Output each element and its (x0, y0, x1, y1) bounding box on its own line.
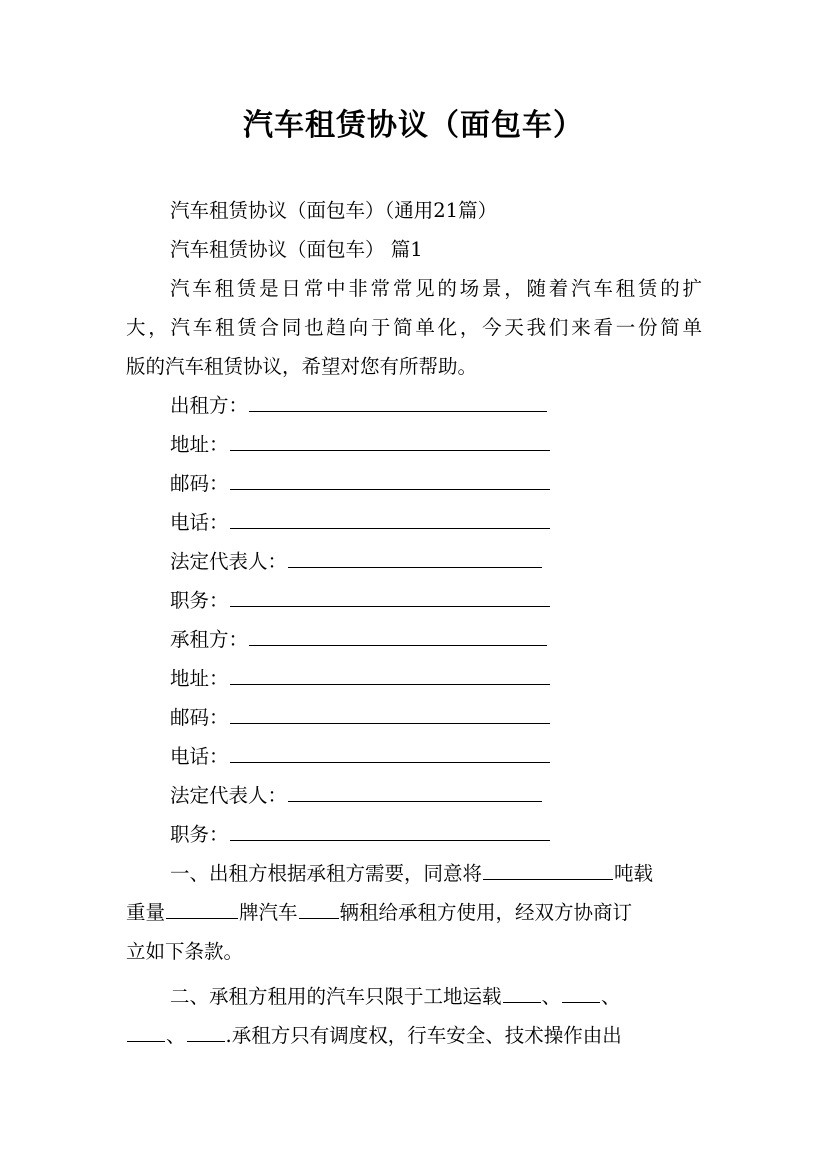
lessee-postcode-field (170, 705, 551, 731)
blank-line (503, 984, 541, 1003)
clause-1-line-1 (170, 861, 653, 887)
clause-2-line-2 (126, 1023, 622, 1049)
lessee-address-field (170, 666, 551, 692)
clause-2-line-1 (170, 984, 621, 1010)
blank-line (288, 783, 542, 802)
field-label: 法定代表人： (170, 550, 288, 573)
clause-2-sep: 、 (601, 985, 621, 1008)
lessor-address-field (170, 432, 551, 458)
document-title: 汽车租赁协议（面包车） (243, 108, 584, 143)
blank-line (187, 1023, 225, 1042)
clause-1-text-c: 重量 (126, 901, 166, 924)
blank-line (166, 900, 238, 919)
blank-line (249, 393, 547, 412)
field-label: 邮码： (170, 472, 229, 495)
intro-line-2: 大，汽车租赁合同也趋向于简单化，今天我们来看一份简单 (126, 316, 702, 339)
intro-line-3: 版的汽车租赁协议，希望对您有所帮助。 (126, 355, 478, 378)
document-subtitle: 汽车租赁协议（面包车）（通用21篇） (170, 199, 498, 222)
blank-line (230, 705, 550, 724)
clause-1-line-3: 立如下条款。 (126, 940, 244, 963)
field-label: 职务： (170, 823, 229, 846)
section-heading: 汽车租赁协议（面包车） 篇1 (170, 238, 423, 261)
clause-1-text-a: 一、出租方根据承租方需要，同意将 (170, 862, 483, 885)
blank-line (230, 822, 550, 841)
lessor-position-field (170, 588, 551, 614)
clause-1-text-e: 辆租给承租方使用，经双方协商订 (339, 901, 633, 924)
lessee-name-field (170, 627, 548, 653)
field-label: 地址： (170, 667, 229, 690)
field-label: 地址： (170, 433, 229, 456)
lessor-phone-field (170, 510, 551, 536)
field-label: 法定代表人： (170, 784, 288, 807)
clause-1-text-b: 吨载 (614, 862, 654, 885)
blank-line (230, 588, 550, 607)
blank-line (249, 627, 547, 646)
blank-line (483, 861, 613, 880)
blank-line (230, 666, 550, 685)
field-label: 电话： (170, 511, 229, 534)
lessor-legal-rep-field (170, 549, 543, 575)
blank-line (230, 510, 550, 529)
blank-line (230, 432, 550, 451)
lessee-phone-field (170, 744, 551, 770)
lessee-position-field (170, 822, 551, 848)
field-label: 承租方： (170, 628, 249, 651)
field-label: 电话： (170, 745, 229, 768)
clause-2-text-a: 二、承租方租用的汽车只限于工地运载 (170, 985, 502, 1008)
blank-line (230, 471, 550, 490)
lessor-postcode-field (170, 471, 551, 497)
field-label: 出租方： (170, 394, 249, 417)
clause-2-sep: 、 (541, 985, 562, 1008)
blank-line (562, 984, 600, 1003)
lessee-legal-rep-field (170, 783, 543, 809)
clause-1-text-d: 牌汽车 (239, 901, 298, 924)
blank-line (127, 1023, 165, 1042)
field-label: 职务： (170, 589, 229, 612)
clause-2-text-b: .承租方只有调度权，行车安全、技术操作由出 (225, 1024, 622, 1047)
blank-line (230, 744, 550, 763)
blank-line (288, 549, 542, 568)
lessor-name-field (170, 393, 548, 419)
clause-1-line-2 (126, 900, 632, 926)
field-label: 邮码： (170, 706, 229, 729)
intro-line-1: 汽车租赁是日常中非常常见的场景，随着汽车租赁的扩 (170, 277, 702, 300)
blank-line (299, 900, 339, 919)
clause-2-sep: 、 (166, 1024, 186, 1047)
